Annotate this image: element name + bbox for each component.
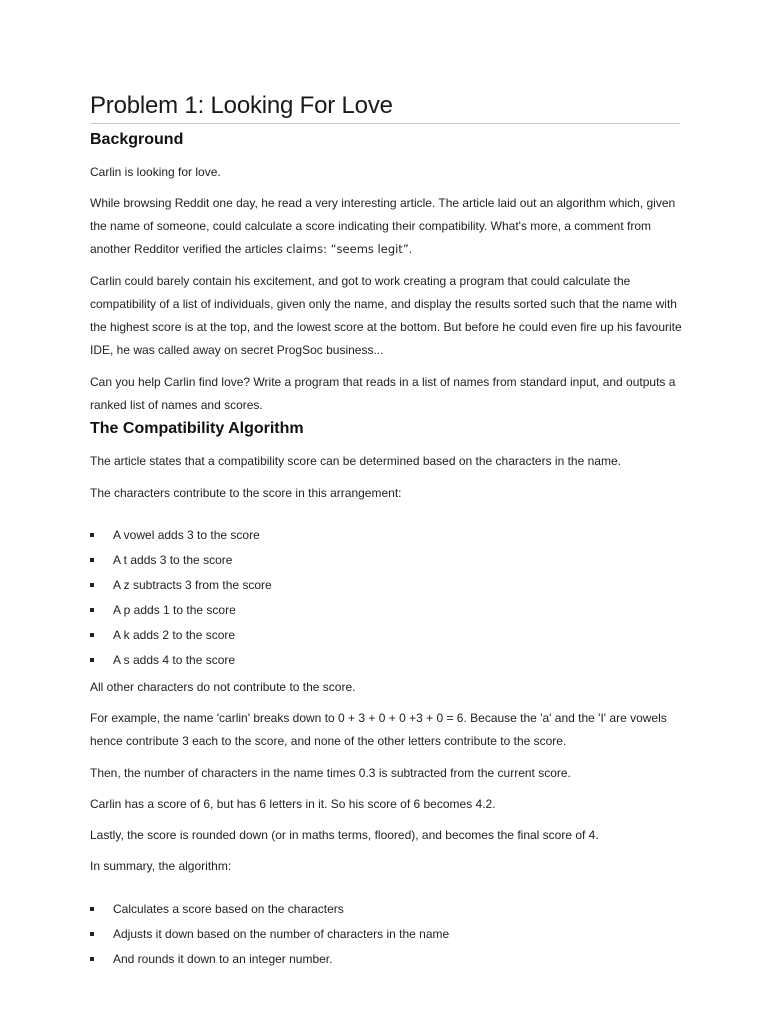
rule-text: A vowel adds 3 to the score [113,528,260,542]
algorithm-paragraph-5: Then, the number of characters in the name times 0.3 is subtracted from the current score. [90,766,571,780]
bullet-icon [90,633,94,637]
page-title: Problem 1: Looking For Love [90,92,393,119]
bullet-icon [90,658,94,662]
bullet-icon [90,558,94,562]
rule-text: A p adds 1 to the score [113,603,236,617]
rule-text: A t adds 3 to the score [113,553,233,567]
bullet-icon [90,533,94,537]
algorithm-paragraph-7: Lastly, the score is rounded down (or in maths terms, floored), and becomes the final score of 4. [90,828,599,842]
summary-text: And rounds it down to an integer number. [113,952,333,966]
rule-text: A s adds 4 to the score [113,653,236,667]
bullet-icon [90,957,94,961]
summary-text: Calculates a score based on the characters [113,902,344,916]
bullet-icon [90,932,94,936]
algorithm-paragraph-1: The article states that a compatibility score can be determined based on the characters in the name. [90,454,621,468]
bullet-icon [90,608,94,612]
background-paragraph-4: Can you help Carlin find love? Write a program that reads in a list of names from standard input, and outputs a ranked list of names and scores. [90,375,676,412]
background-paragraph-2-text: While browsing Reddit one day, he read a very interesting article. The article laid out an algorithm which, given the name of someone, could calculate a score indicating their compatibility. What's more, a comment from another Redditor verified the articles [90,196,676,256]
algorithm-heading: The Compatibility Algorithm [90,420,304,437]
algorithm-paragraph-4: For example, the name 'carlin' breaks down to 0 + 3 + 0 + 0 +3 + 0 = 6. Because the 'a' and the 'I' are vowels hence contribute 3 each to the score, and none of the other letters contribute to the score. [90,711,667,748]
algorithm-paragraph-6: Carlin has a score of 6, but has 6 letters in it. So his score of 6 becomes 4.2. [90,797,496,811]
summary-text: Adjusts it down based on the number of characters in the name [113,927,450,941]
background-paragraph-1: Carlin is looking for love. [90,165,221,179]
background-paragraph-2-end: . [408,242,413,256]
algorithm-paragraph-8: In summary, the algorithm: [90,859,232,873]
background-heading: Background [90,131,184,148]
background-paragraph-2 [90,192,690,261]
rule-text: A z subtracts 3 from the score [113,578,272,592]
bullet-icon [90,583,94,587]
algorithm-paragraph-2: The characters contribute to the score in this arrangement: [90,486,402,500]
title-divider [90,123,680,124]
background-paragraph-3: Carlin could barely contain his excitement, and got to work creating a program that could calculate the compatibility of a list of individuals, given only the name, and display the results sorted such that the name with the highest score is at the top, and the lowest score at the bottom. But before he could even fire up his favourite IDE, he was called away on secret ProgSoc business... [90,274,682,357]
bullet-icon [90,907,94,911]
rule-text: A k adds 2 to the score [113,628,236,642]
quoted-claim: claims: “seems legit” [286,242,409,256]
algorithm-paragraph-3: All other characters do not contribute to the score. [90,680,356,694]
